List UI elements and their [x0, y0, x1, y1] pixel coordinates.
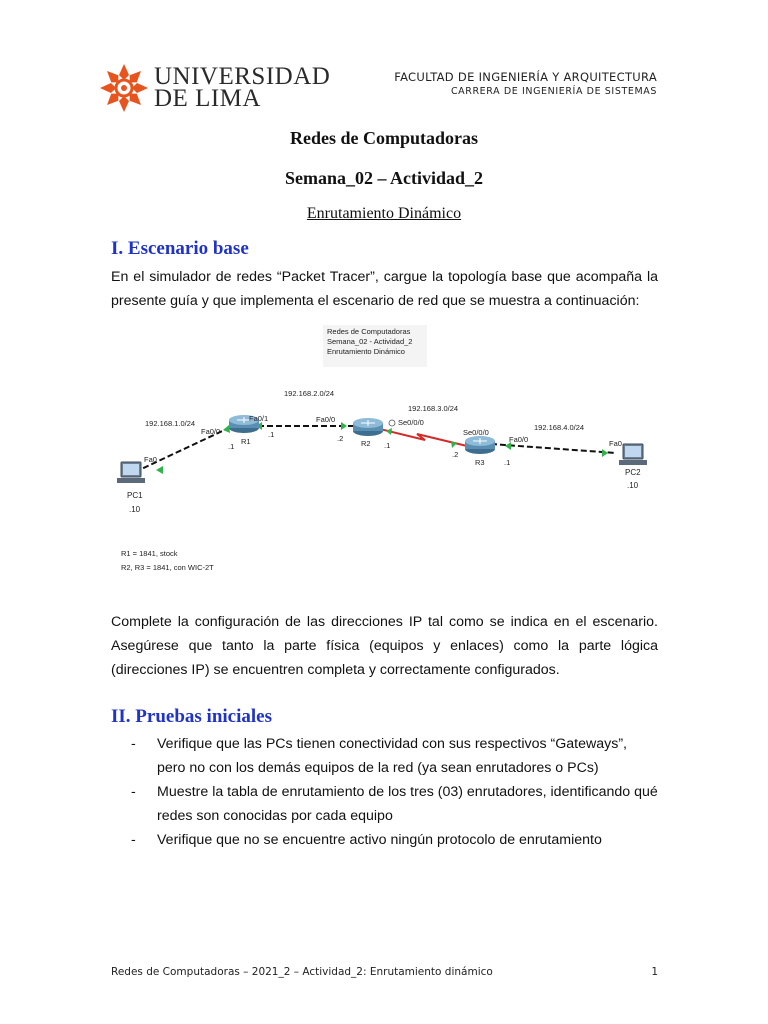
faculty-name: FACULTAD DE INGENIERÍA Y ARQUITECTURA — [394, 70, 657, 84]
network-4-label: 192.168.4.0/24 — [534, 423, 585, 432]
r3-ip-fa: .1 — [504, 458, 511, 467]
r2-port-fa00: Fa0/0 — [316, 415, 336, 424]
bullet-dash: - — [131, 736, 136, 752]
bullet-dash: - — [131, 832, 136, 848]
pc1-ip: .10 — [129, 505, 141, 514]
list-item — [131, 828, 658, 852]
r2-ip-fa: .2 — [337, 434, 344, 443]
university-seal-icon — [98, 62, 150, 114]
router-r2-icon — [353, 418, 383, 436]
logo-line-1: UNIVERSIDAD — [154, 63, 331, 90]
r3-port-fa00: Fa0/0 — [509, 435, 529, 444]
pc2-label: PC2 — [625, 468, 641, 477]
legend-line-1: R1 = 1841, stock — [121, 549, 178, 558]
footer-text: Redes de Computadoras – 2021_2 – Actividad_2: Enrutamiento dinámico — [111, 966, 493, 978]
router-r3-icon — [465, 436, 495, 454]
r3-ip-se: .2 — [452, 450, 459, 459]
document-subtitle: Enrutamiento Dinámico — [306, 205, 462, 222]
r3-label: R3 — [475, 458, 485, 467]
section-heading-1: I. Escenario base — [111, 238, 249, 259]
logo-line-2: DE LIMA — [154, 85, 261, 112]
document-title: Redes de Computadoras — [289, 128, 478, 148]
r3-port-se000: Se0/0/0 — [463, 428, 489, 437]
network-1-label: 192.168.1.0/24 — [145, 419, 196, 428]
bullet-dash: - — [131, 784, 136, 800]
note-line-1: Redes de Computadoras — [327, 327, 411, 336]
r2-ip-se: .1 — [384, 441, 391, 450]
list-item — [131, 780, 658, 828]
legend-line-2: R2, R3 = 1841, con WIC-2T — [121, 563, 214, 572]
page-number: 1 — [651, 966, 658, 978]
r1-ip-a: .1 — [228, 442, 235, 451]
r1-port-fa00: Fa0/0 — [201, 427, 221, 436]
r2-port-se000: Se0/0/0 — [398, 418, 424, 427]
test-list — [131, 732, 658, 852]
r1-ip-b: .1 — [268, 430, 275, 439]
r2-label: R2 — [361, 439, 371, 448]
r1-label: R1 — [241, 437, 251, 446]
pc2-ip: .10 — [627, 481, 639, 490]
r1-port-fa01: Fa0/1 — [249, 414, 269, 423]
pc1-label: PC1 — [127, 491, 143, 500]
section1-instructions: Complete la configuración de las direcciones IP tal como se indica en el escenario. Asegúrese que tanto la parte física (equipos y enlaces) como la parte lógica (direcciones IP) se encuentren completa y correctamente configurados. — [111, 614, 658, 678]
topology-svg — [111, 322, 658, 580]
list-item-text: Verifique que las PCs tienen conectividad con sus respectivos “Gateways”, pero no con los demás equipos de la red (ya sean enrutadores o PCs) — [157, 736, 628, 776]
pc2-icon — [619, 444, 647, 465]
network-2-label: 192.168.2.0/24 — [284, 389, 335, 398]
pc1-icon — [117, 462, 145, 483]
section-heading-2: II. Pruebas iniciales — [111, 706, 272, 727]
faculty-header — [394, 70, 657, 97]
note-line-3: Enrutamiento Dinámico — [327, 347, 405, 356]
network-topology-diagram — [111, 322, 658, 580]
network-3-label: 192.168.3.0/24 — [408, 404, 459, 413]
list-item-text: Muestre la tabla de enrutamiento de los tres (03) enrutadores, identificando qué redes son conocidas por cada equipo — [157, 784, 658, 824]
activity-title: Semana_02 – Actividad_2 — [284, 168, 484, 188]
page-footer — [111, 966, 658, 978]
pc1-port-fa0: Fa0 — [144, 455, 157, 464]
pc2-port-fa0: Fa0 — [609, 439, 622, 448]
list-item-text: Verifique que no se encuentre activo ningún protocolo de enrutamiento — [157, 832, 602, 848]
section1-intro: En el simulador de redes “Packet Tracer”, cargue la topología base que acompaña la presente guía y que implementa el escenario de red que se muestra a continuación: — [111, 269, 658, 309]
list-item — [131, 732, 658, 780]
university-logo — [98, 62, 331, 114]
career-name: CARRERA DE INGENIERÍA DE SISTEMAS — [450, 86, 657, 97]
note-line-2: Semana_02 - Actividad_2 — [327, 337, 413, 346]
